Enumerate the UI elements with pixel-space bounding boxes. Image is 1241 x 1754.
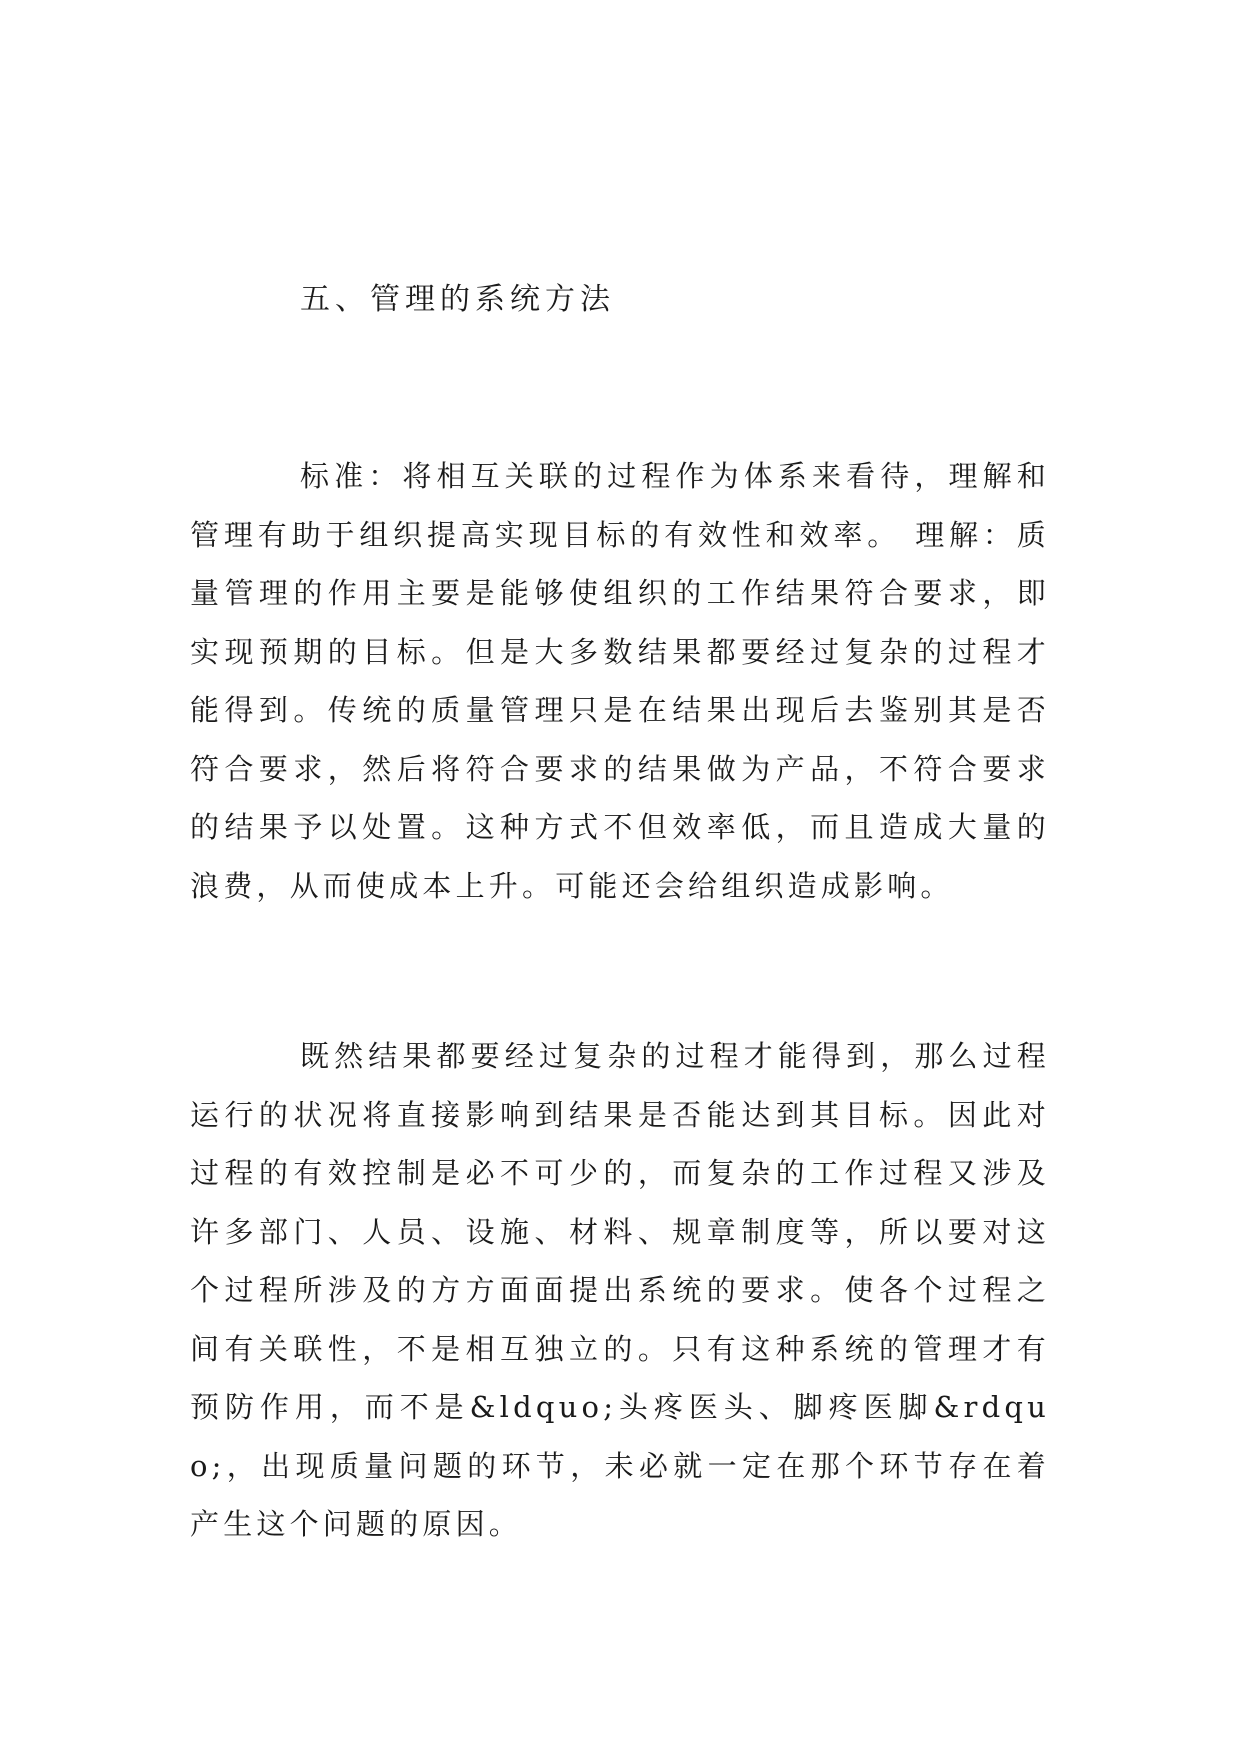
section-heading: 五、管理的系统方法 [300, 282, 615, 317]
paragraph-process-control: 既然结果都要经过复杂的过程才能得到，那么过程运行的状况将直接影响到结果是否能达到其目标。因此对过程的有效控制是必不可少的，而复杂的工作过程又涉及许多部门、人员、设施、材料、规章制度等，所以要对这个过程所涉及的方方面面提出系统的要求。使各个过程之间有关联性，不是相互独立的。只有这种系统的管理才有预防作用，而不是&ldquo;头疼医头、脚疼医脚&rdquo;，出现质量问题的环节，未必就一定在那个环节存在着产生这个问题的原因。 [190, 1039, 1050, 1541]
paragraph-standard: 标准：将相互关联的过程作为体系来看待，理解和管理有助于组织提高实现目标的有效性和效率。 理解：质量管理的作用主要是能够使组织的工作结果符合要求，即实现预期的目标。但是大多数结果都要经过复杂的过程才能得到。传统的质量管理只是在结果出现后去鉴别其是否符合要求，然后将符合要求的结果做为产品，不符合要求的结果予以处置。这种方式不但效率低，而且造成大量的浪费，从而使成本上升。可能还会给组织造成影响。 [190, 459, 1050, 903]
